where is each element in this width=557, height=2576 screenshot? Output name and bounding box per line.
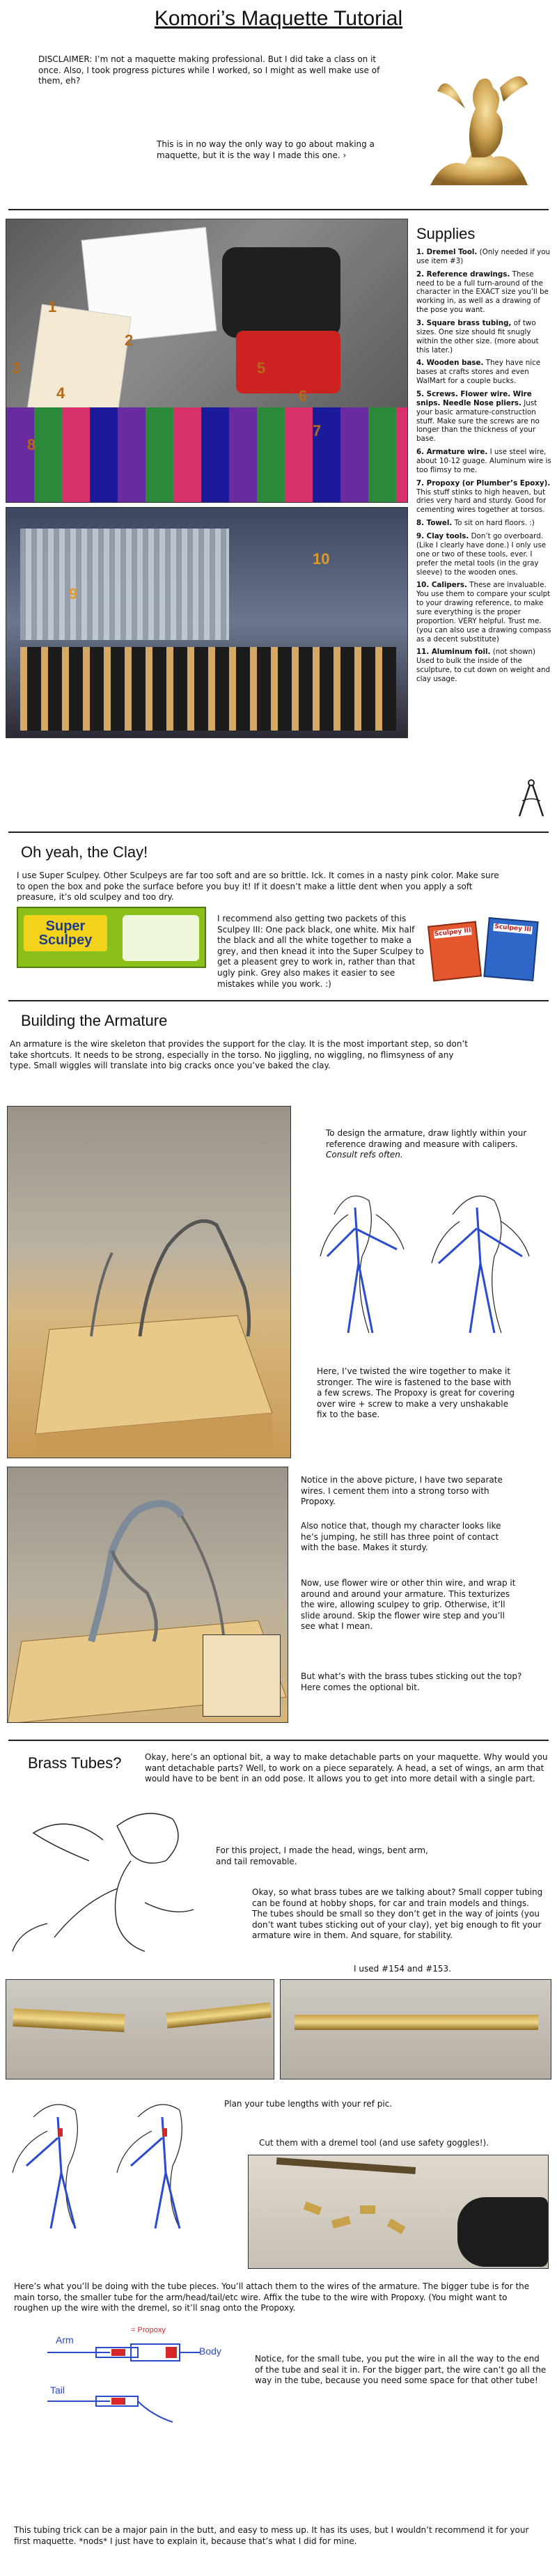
photo-label-10: 10 <box>313 550 330 568</box>
section-divider <box>8 1740 549 1741</box>
section-divider <box>8 209 549 210</box>
super-sculpey-logo: Super Sculpey <box>24 915 107 951</box>
supply-item: 10. Calipers. These are invaluable. You use them to compare your sculpt to your drawing reference, to make sure everything is the proper proportion. VERY helpful. Trust me. (you can also use a drawing compass as a decent substitute) <box>416 581 551 643</box>
dremel-tool-image <box>457 2197 548 2267</box>
photo-label-5: 5 <box>257 359 266 377</box>
photo-label-8: 8 <box>27 436 36 453</box>
tube-diagram <box>33 2325 235 2429</box>
clay-paragraph: I use Super Sculpey. Other Sculpeys are far too soft and are so brittle. Ick. It comes in a nasty pink color. Make sure to open the box and poke the surface before you buy it! If it doesn’t make a little dent when you apply a soft preasure, it’s old sculpey and too dry. <box>17 871 499 903</box>
supply-item: 7. Propoxy (or Plumber’s Epoxy). This stuff stinks to high heaven, but dries very hard and sturdy. Good for cementing wires together at torsos. <box>416 478 551 515</box>
small-brass-tube <box>166 2002 271 2029</box>
photo-label-1: 1 <box>48 298 57 315</box>
armature-wire-image <box>8 1107 291 1458</box>
diagram-label-arm: Arm <box>56 2334 74 2345</box>
super-sculpey-box <box>17 907 206 968</box>
wooden-base-photo <box>27 304 132 421</box>
photo-label-7: 7 <box>313 422 322 439</box>
clay-title: Oh yeah, the Clay! <box>21 843 148 861</box>
armature-reference-figure <box>306 1173 550 1347</box>
maquette-photo <box>416 53 540 192</box>
supply-item: 9. Clay tools. Don’t go overboard. (Like I clearly have done.) I only use one or two of these tools, ever. I prefer the metal tools (in the gray sleeve) to the wooden ones. <box>416 532 547 577</box>
supplies-title: Supplies <box>416 225 476 242</box>
supply-item: 5. Screws. Flower wire. Wire snips. Needle Nose pliers. Just your basic armature-construction stuff. Make sure the screws are no longer than the thickness of your base. <box>416 390 540 444</box>
armature-brass-question-text: But what’s with the brass tubes sticking out the top? Here comes the optional bit. <box>301 1671 522 1692</box>
intro-text: This is in no way the only way to go about making a maquette, but it is the way I made this one. › <box>157 139 375 160</box>
armature-photo-1 <box>7 1106 291 1458</box>
packet-label: Sculpey III <box>494 923 532 934</box>
tube-stick <box>276 2157 416 2174</box>
packet-label: Sculpey III <box>434 927 472 938</box>
armature-three-points-text: Also notice that, though my character looks like he’s jumping, he still has three point of contact with the base. Makes it sturdy. <box>301 1521 501 1553</box>
supply-item: 1. Dremel Tool. (Only needed if you use item #3) <box>416 248 551 265</box>
photo-label-2: 2 <box>125 331 134 349</box>
dremel-case-photo <box>236 331 340 393</box>
dremel-cut-photo <box>248 2155 549 2269</box>
armature-twisted-text: Here, I’ve twisted the wire together to make it stronger. The wire is fastened to the base with a few screws. The Propoxy is great for covering over wire + screw to make a very unshakable fix to the base. <box>317 1366 515 1420</box>
brass-cut-text: Cut them with a dremel tool (and use safety goggles!). <box>259 2138 489 2148</box>
tube-piece <box>360 2206 375 2214</box>
armature-design-text: To design the armature, draw lightly within your reference drawing and measure with calipers. Consult refs often. <box>326 1128 527 1160</box>
tube-plan-sketch <box>6 2089 221 2238</box>
photo-label-9: 9 <box>69 585 78 602</box>
photo-label-4: 4 <box>56 384 65 402</box>
character-sketch <box>6 1798 207 1961</box>
armature-two-wires-text: Notice in the above picture, I have two separate wires. I cement them into a strong torso with Propoxy. <box>301 1475 503 1507</box>
character-sketch-drawing <box>6 1798 207 1961</box>
maquette-figure-image <box>416 53 540 192</box>
brass-paragraph-6: This tubing trick can be a major pain in the butt, and easy to mess up. It has its uses, but I wouldn’t recommend it for your first maquette. *nods* I just have to explain it, because that’s what I did for mine. <box>14 2525 529 2546</box>
armature-photo-2 <box>7 1467 288 1723</box>
tool-bag-photo <box>222 247 340 338</box>
brass-title: Brass Tubes? <box>28 1754 122 1772</box>
supply-item: 3. Square brass tubing, of two sizes. One size should fit snugly within the other size. (more about this later.) <box>416 319 539 354</box>
armature-title: Building the Armature <box>21 1012 168 1029</box>
supplies-list <box>416 248 553 688</box>
armature-reference-drawing <box>306 1173 550 1347</box>
sculpey-iii-packets <box>430 919 542 982</box>
supply-item: 11. Aluminum foil. (not shown) Used to bulk the inside of the sculpture, to cut down on weight and clay usage. <box>416 648 551 683</box>
supplies-photo-top <box>6 219 408 503</box>
packet-orange <box>427 921 482 982</box>
brass-paragraph-5: Notice, for the small tube, you put the wire in all the way to the end of the tube and seal it in. For the bigger part, the wire can’t go all the way in the tube, because you need some space for that other tube! <box>255 2354 547 2386</box>
brass-used-text: I used #154 and #153. <box>354 1964 451 1974</box>
brass-tube-photo-1 <box>6 1979 274 2079</box>
large-brass-tube <box>13 2008 125 2032</box>
brass-plan-text: Plan your tube lengths with your ref pic. <box>224 2099 393 2109</box>
photo-label-6: 6 <box>299 387 308 405</box>
diagram-label-body: Body <box>199 2345 221 2357</box>
brass-paragraph-2: For this project, I made the head, wings, bent arm, and tail removable. <box>216 1845 428 1866</box>
armature-intro: An armature is the wire skeleton that provides the support for the clay. It is the most important step, so don’t take shortcuts. It needs to be strong, especially in the torso. No jiggling, no wiggling, no flimsyness of any type. Small wiggles will translate into big cracks once you’ve baked the clay. <box>10 1039 468 1071</box>
metal-tools-sleeve <box>20 529 229 640</box>
nested-brass-tubes <box>295 2015 538 2030</box>
inset-closeup-photo <box>203 1634 281 1717</box>
tube-plan-drawing <box>6 2089 221 2238</box>
tube-piece <box>387 2219 406 2234</box>
supply-item: 6. Armature wire. I use steel wire, about 10-12 guage. Aluminum wire is too flimsy to me. <box>416 448 551 474</box>
supply-item: 2. Reference drawings. These need to be a full turn-around of the character in the EXACT size you’ll be working in, as well as a drawing of the pose you want. <box>416 270 549 315</box>
brass-tube-photo-2 <box>280 1979 551 2079</box>
diagram-label-tail: Tail <box>50 2384 65 2396</box>
packet-blue <box>483 917 538 981</box>
supply-item: 4. Wooden base. They have nice bases at crafts stores and even WalMart for a couple bucks. <box>416 359 541 386</box>
clay-tools-photo <box>6 507 408 738</box>
supply-item: 8. Towel. To sit on hard floors. :) <box>416 519 535 528</box>
brass-paragraph-1: Okay, here’s an optional bit, a way to make detachable parts on your maquette. Why would you want detachable parts? Well, to work on a piece separately. A head, a set of wings, an arm that would have to be bent in an odd pose. It allows you to get into more detail with a single part. <box>145 1752 548 1784</box>
disclaimer-text: DISCLAIMER: I’m not a maquette making professional. But I did take a class on it once. Also, I took progress pictures while I worked, so I might as well make use of them, eh? <box>38 54 380 86</box>
section-divider <box>8 1000 549 1001</box>
armature-flower-wire-text: Now, use flower wire or other thin wire, and wrap it around and around your armature. This texturizes the wire, allowing sculpey to grip. Otherwise, it’ll slide around. Skip the flower wire step and you’ll see what I mean. <box>301 1578 516 1632</box>
wooden-tools-roll <box>20 647 396 731</box>
page-title: Komori’s Maquette Tutorial <box>154 7 403 30</box>
towel-photo <box>6 407 408 503</box>
brass-paragraph-4: Here’s what you’ll be doing with the tube pieces. You’ll attach them to the wires of the armature. The bigger tube is for the main torso, the smaller tube for the arm/head/tail/etc wire. Affix the tube to the wire with Propoxy. (You might want to roughen up the wire with the dremel, so it’ll snag onto the Propoxy. <box>14 2281 530 2313</box>
diagram-label-propoxy: = Propoxy <box>131 2326 166 2334</box>
calipers-icon <box>515 779 547 818</box>
tube-piece <box>304 2201 322 2215</box>
tube-piece <box>331 2216 351 2228</box>
photo-label-3: 3 <box>12 359 21 377</box>
clay-recommend-text: I recommend also getting two packets of this Sculpey III: One pack black, one white. Mix half the black and all the white together to make a grey, and then knead it into the Super Sculpey to get a pleasent grey to work in, rather than that ugly pink. Grey also makes it easier to see mistakes while you work. :) <box>217 914 424 989</box>
section-divider <box>8 832 549 833</box>
brass-paragraph-3: Okay, so what brass tubes are we talking about? Small copper tubing can be found at hobby shops, for car and train models and things. The tubes should be small so they don’t get in the way of joints (you don’t want tubes sticking out of your clay), yet big enough to fit your armature wire in them. And square, for stability. <box>252 1887 543 1941</box>
sculpey-figurines-image <box>123 915 199 961</box>
